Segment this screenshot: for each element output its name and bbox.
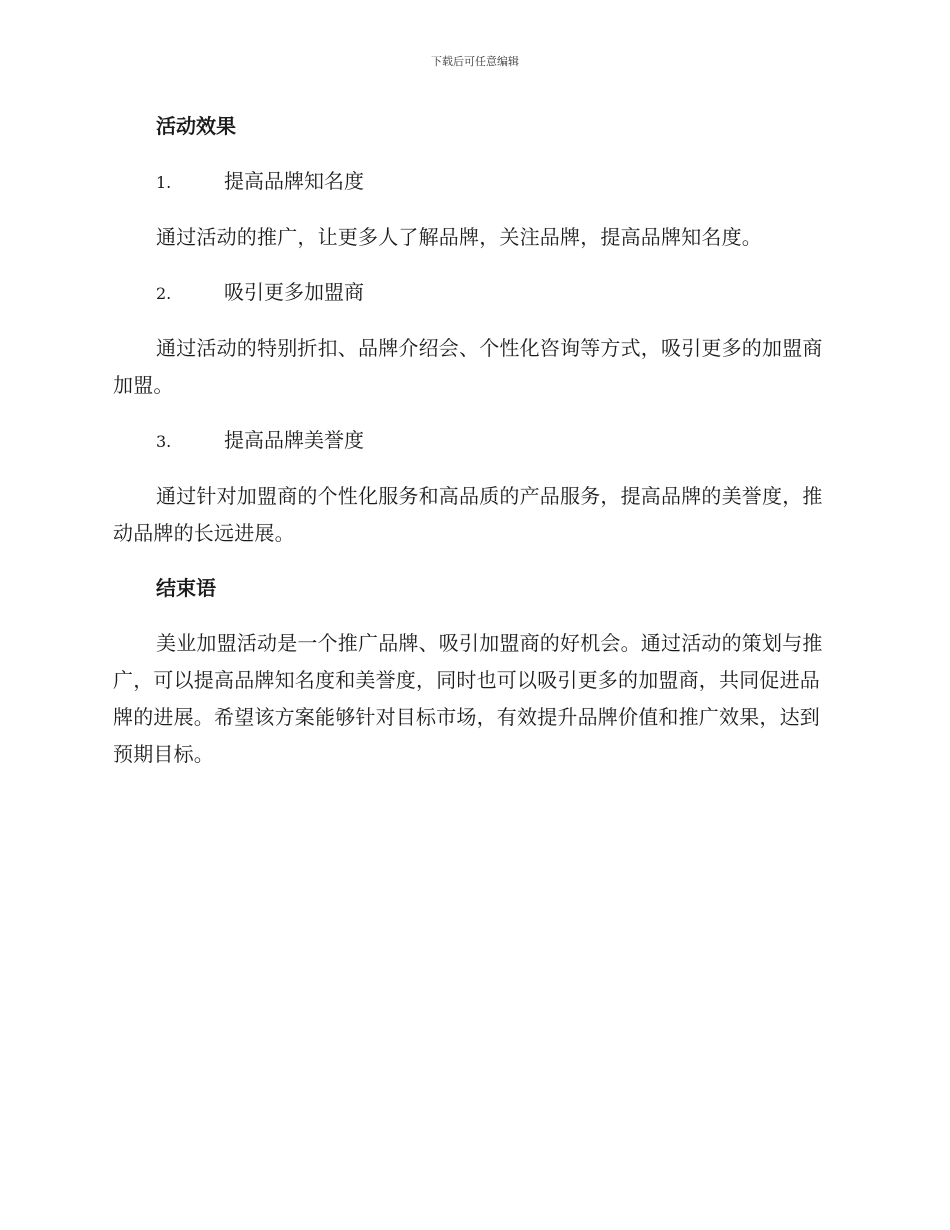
section-heading-conclusion: 结束语 [156, 576, 216, 600]
paragraph-item-2: 通过活动的特别折扣、品牌介绍会、个性化咨询等方式，吸引更多的加盟商加盟。 [113, 336, 823, 397]
page-header-note: 下载后可任意编辑 [431, 55, 519, 68]
list-number: 3. [156, 432, 172, 451]
list-number: 1. [156, 173, 172, 192]
document-body [113, 108, 833, 791]
paragraph-conclusion: 美业加盟活动是一个推广品牌、吸引加盟商的好机会。通过活动的策划与推广，可以提高品牌知名度和美誉度，同时也可以吸引更多的加盟商，共同促进品牌的进展。希望该方案能够针对目标市场，有效提升品牌价值和推广效果，达到预期目标。 [113, 631, 823, 766]
list-item-1 [113, 163, 833, 201]
paragraph-item-3: 通过针对加盟商的个性化服务和高品质的产品服务，提高品牌的美誉度，推动品牌的长远进展。 [113, 484, 823, 545]
list-item-title: 提高品牌美誉度 [224, 428, 364, 452]
list-item-title: 吸引更多加盟商 [224, 280, 364, 304]
list-item-2 [113, 274, 833, 312]
list-item-title: 提高品牌知名度 [224, 169, 364, 193]
paragraph-item-1: 通过活动的推广，让更多人了解品牌，关注品牌，提高品牌知名度。 [156, 225, 762, 249]
list-item-3 [113, 422, 833, 460]
section-heading-effects: 活动效果 [156, 114, 236, 138]
list-number: 2. [156, 284, 172, 303]
